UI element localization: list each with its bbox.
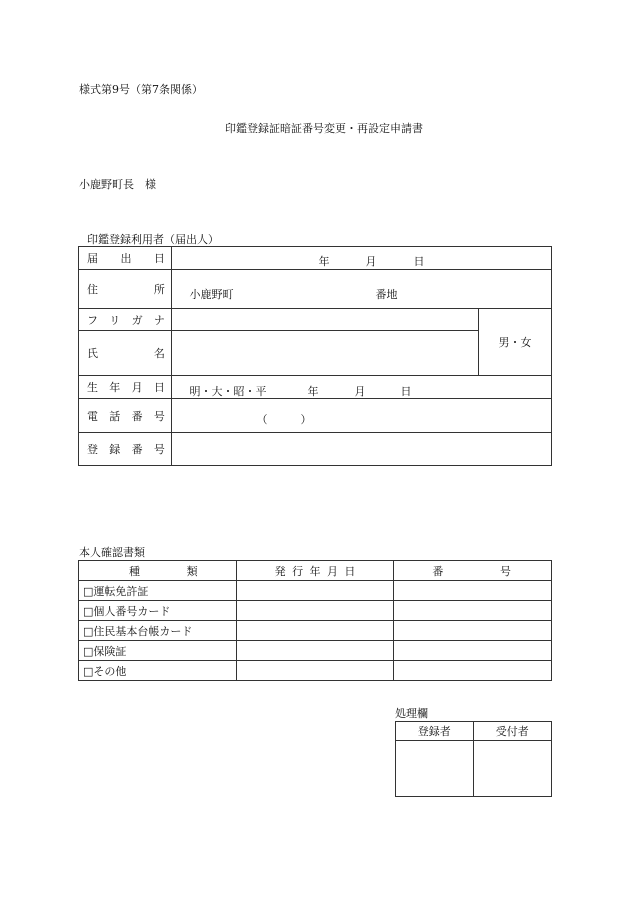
name-label-char: 名 <box>153 347 165 360</box>
id-doc-row <box>79 581 552 601</box>
id-doc-number-cell[interactable] <box>394 621 552 641</box>
furigana-label-char: リ <box>109 313 121 327</box>
id-docs-header-number <box>394 561 552 581</box>
id-doc-issue-date-cell[interactable] <box>236 661 394 681</box>
date-day: 日 <box>413 254 425 268</box>
phone-label-cell <box>79 399 172 433</box>
id-doc-row <box>79 661 552 681</box>
reg-number-label-char: 号 <box>153 443 165 456</box>
id-doc-type-checkbox[interactable]: □住民基本台帳カード <box>79 621 237 641</box>
id-doc-number-cell[interactable] <box>394 601 552 621</box>
id-docs-header-char: 種 <box>129 564 140 578</box>
phone-label-char: 電 <box>87 409 98 423</box>
id-docs-header-char: 月 <box>326 564 338 578</box>
id-doc-type-checkbox[interactable]: □個人番号カード <box>79 601 237 621</box>
row-furigana <box>79 309 552 331</box>
id-doc-number-cell[interactable] <box>394 641 552 661</box>
id-docs-table <box>78 560 552 681</box>
date-label-char: 出 <box>120 252 132 265</box>
processing-header-row <box>396 722 552 741</box>
birthdate-label-char: 生 <box>87 381 98 394</box>
id-doc-number-cell[interactable] <box>394 661 552 681</box>
applicant-section-title: 印鑑登録利用者（届出人） <box>87 233 219 246</box>
processing-stamp-row <box>396 741 552 797</box>
date-label-cell <box>79 247 172 270</box>
name-label <box>79 345 171 361</box>
applicant-table <box>78 246 552 466</box>
id-docs-header-char: 日 <box>344 564 356 578</box>
birthdate-label-char: 年 <box>109 381 121 394</box>
id-doc-type-checkbox[interactable]: □保険証 <box>79 641 237 661</box>
birthdate-month: 月 <box>354 384 366 398</box>
phone-field[interactable] <box>171 399 551 433</box>
name-field[interactable] <box>171 331 478 376</box>
addressee: 小鹿野町長 様 <box>79 178 156 191</box>
processing-registrar-cell[interactable] <box>396 741 474 797</box>
id-docs-header-char: 号 <box>500 564 511 578</box>
id-docs-section-title: 本人確認書類 <box>79 546 145 559</box>
id-doc-issue-date-cell[interactable] <box>236 581 394 601</box>
processing-receiver-cell[interactable] <box>473 741 552 797</box>
furigana-field[interactable] <box>171 309 478 331</box>
phone-label-char: 番 <box>131 409 143 423</box>
furigana-label-char: フ <box>87 313 98 327</box>
reg-number-label-char: 登 <box>87 443 98 456</box>
reg-number-field[interactable] <box>171 433 551 466</box>
reg-number-label-cell <box>79 433 172 466</box>
furigana-label-char: ナ <box>153 313 165 327</box>
id-docs-header-issue-date <box>236 561 394 581</box>
address-label <box>79 281 171 297</box>
address-label-char: 所 <box>153 283 165 296</box>
birthdate-field[interactable] <box>171 376 551 399</box>
phone-label-char: 話 <box>109 409 121 423</box>
id-docs-header-char: 発 <box>274 564 286 578</box>
row-reg-number <box>79 433 552 466</box>
furigana-label-char: ガ <box>131 313 143 327</box>
row-birthdate <box>79 376 552 399</box>
name-label-char: 氏 <box>87 347 98 360</box>
birthdate-label-char: 月 <box>131 381 143 394</box>
reg-number-label-char: 録 <box>109 443 121 456</box>
id-docs-header-char: 類 <box>186 564 198 578</box>
id-doc-type-checkbox[interactable]: □運転免許証 <box>79 581 237 601</box>
address-town: 小鹿野町 <box>189 287 234 301</box>
birthdate-eras: 明・大・昭・平 <box>189 384 267 398</box>
birthdate-label <box>79 379 171 395</box>
birthdate-label-char: 日 <box>153 381 165 394</box>
date-label <box>79 250 171 266</box>
date-month: 月 <box>365 254 377 268</box>
id-doc-row <box>79 601 552 621</box>
birthdate-label-cell <box>79 376 172 399</box>
processing-table <box>395 721 552 797</box>
id-docs-header-char: 番 <box>432 564 444 578</box>
reg-number-label-char: 番 <box>131 443 143 456</box>
address-label-cell <box>79 270 172 309</box>
phone-label <box>79 408 171 424</box>
row-date <box>79 247 552 270</box>
address-label-char: 住 <box>87 283 98 296</box>
processing-header-receiver: 受付者 <box>473 722 552 741</box>
id-docs-header-char: 行 <box>292 564 304 578</box>
name-label-cell <box>79 331 172 376</box>
address-field[interactable] <box>171 270 551 309</box>
id-doc-issue-date-cell[interactable] <box>236 621 394 641</box>
reg-number-label <box>79 441 171 457</box>
id-doc-row <box>79 621 552 641</box>
id-docs-header-row <box>79 561 552 581</box>
date-label-char: 届 <box>87 252 98 265</box>
processing-section-title: 処理欄 <box>395 707 428 720</box>
id-docs-header-char: 年 <box>309 564 321 578</box>
date-field[interactable] <box>171 247 551 270</box>
id-doc-issue-date-cell[interactable] <box>236 601 394 621</box>
birthdate-year: 年 <box>307 384 319 398</box>
birthdate-day: 日 <box>400 384 412 398</box>
id-doc-row <box>79 641 552 661</box>
furigana-label-cell <box>79 309 172 331</box>
date-label-char: 日 <box>153 252 165 265</box>
id-doc-type-checkbox[interactable]: □その他 <box>79 661 237 681</box>
address-banchi: 番地 <box>375 287 398 301</box>
id-doc-number-cell[interactable] <box>394 581 552 601</box>
id-doc-issue-date-cell[interactable] <box>236 641 394 661</box>
processing-header-registrar: 登録者 <box>396 722 474 741</box>
date-year: 年 <box>318 254 330 268</box>
row-address <box>79 270 552 309</box>
form-number: 様式第9号（第7条関係） <box>79 83 203 96</box>
sex-field[interactable]: 男・女 <box>479 309 552 376</box>
phone-label-char: 号 <box>153 409 165 423</box>
form-title: 印鑑登録証暗証番号変更・再設定申請書 <box>225 122 423 135</box>
furigana-label <box>79 312 171 328</box>
row-phone <box>79 399 552 433</box>
phone-area-parens: （ ） <box>256 412 312 426</box>
id-docs-header-type <box>79 561 237 581</box>
